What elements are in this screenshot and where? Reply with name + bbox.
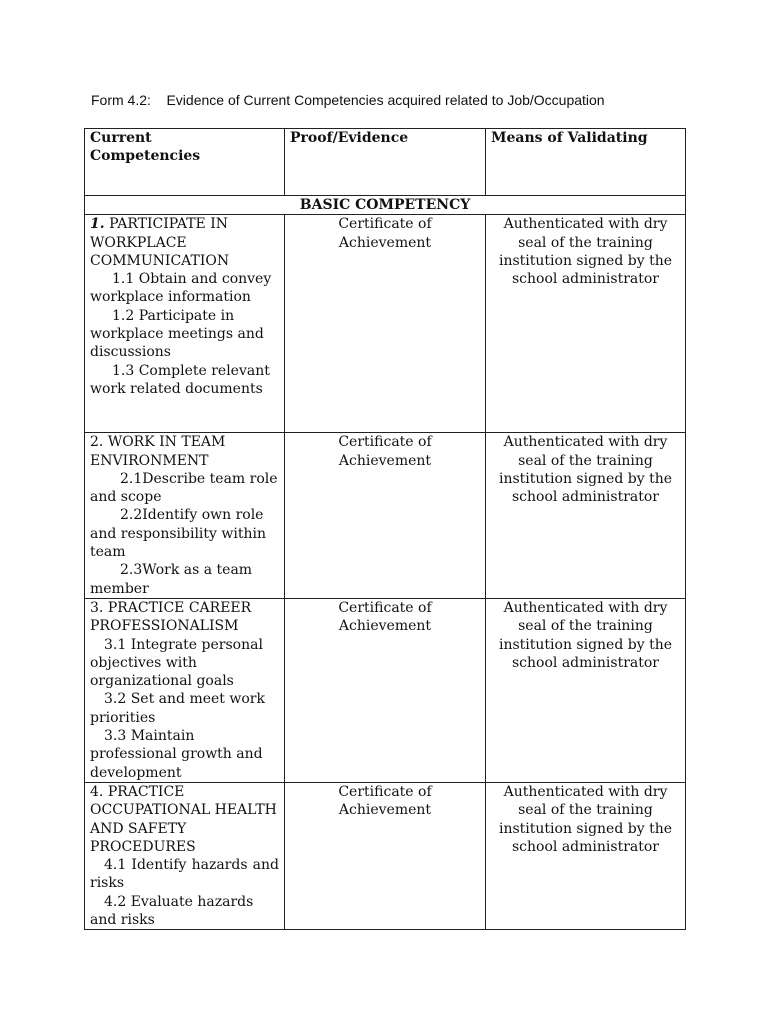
subitem: 3.3 Maintain professional growth and development — [90, 728, 263, 781]
subitem: 4.1 Identify hazards and risks — [90, 857, 279, 892]
proof-cell: Certificate of Achievement — [285, 782, 486, 929]
form-title: Form 4.2: Evidence of Current Competencies acquired related to Job/Occupation — [91, 92, 605, 108]
validation-cell: Authenticated with dry seal of the training institution signed by the school administrator — [486, 433, 686, 599]
competency-cell — [85, 782, 285, 929]
subitem: 3.1 Integrate personal objectives with organizational goals — [90, 636, 263, 690]
validation-cell: Authenticated with dry seal of the training institution signed by the school administrator — [486, 215, 686, 433]
table-row — [85, 598, 686, 782]
section-row — [85, 196, 686, 215]
subitem: 1.3 Complete relevant work related documents — [90, 362, 270, 397]
subitem: 1.2 Participate in workplace meetings and discussions — [90, 307, 264, 361]
competency-table — [84, 128, 686, 930]
competency-title: PARTICIPATE IN WORKPLACE COMMUNICATION — [90, 216, 230, 269]
competency-number: 2. — [90, 434, 104, 451]
table-row — [85, 215, 686, 433]
header-current-competencies: Current Competencies — [85, 129, 285, 196]
section-label: BASIC COMPETENCY — [85, 196, 686, 215]
header-proof-evidence: Proof/Evidence — [285, 129, 486, 196]
proof-cell: Certificate of Achievement — [285, 215, 486, 433]
competency-cell — [85, 598, 285, 782]
proof-cell: Certificate of Achievement — [285, 598, 486, 782]
competency-cell — [85, 433, 285, 599]
competency-title: PRACTICE CAREER PROFESSIONALISM — [90, 599, 252, 635]
competency-number: 4. — [90, 783, 104, 800]
competency-number: 3. — [90, 599, 104, 616]
competency-title: WORK IN TEAM ENVIRONMENT — [90, 434, 226, 469]
table-row — [85, 433, 686, 599]
proof-cell: Certificate of Achievement — [285, 433, 486, 599]
subitem: 1.1 Obtain and convey workplace information — [90, 271, 272, 306]
subitem: 3.2 Set and meet work priorities — [90, 691, 265, 726]
competency-title: PRACTICE OCCUPATIONAL HEALTH AND SAFETY PROCEDURES — [90, 783, 277, 855]
header-means-of-validating: Means of Validating — [486, 129, 686, 196]
header-row — [85, 129, 686, 196]
subitem: 2.1Describe team role and scope — [90, 470, 278, 506]
table-row — [85, 782, 686, 929]
subitem: 2.2Identify own role and responsibility within team — [90, 507, 266, 561]
subitem: 2.3Work as a team member — [90, 562, 253, 597]
validation-cell: Authenticated with dry seal of the training institution signed by the school administrator — [486, 598, 686, 782]
validation-cell: Authenticated with dry seal of the training institution signed by the school administrator — [486, 782, 686, 929]
competency-cell — [85, 215, 285, 433]
subitem: 4.2 Evaluate hazards and risks — [90, 893, 254, 929]
competency-number: 1. — [90, 216, 105, 233]
